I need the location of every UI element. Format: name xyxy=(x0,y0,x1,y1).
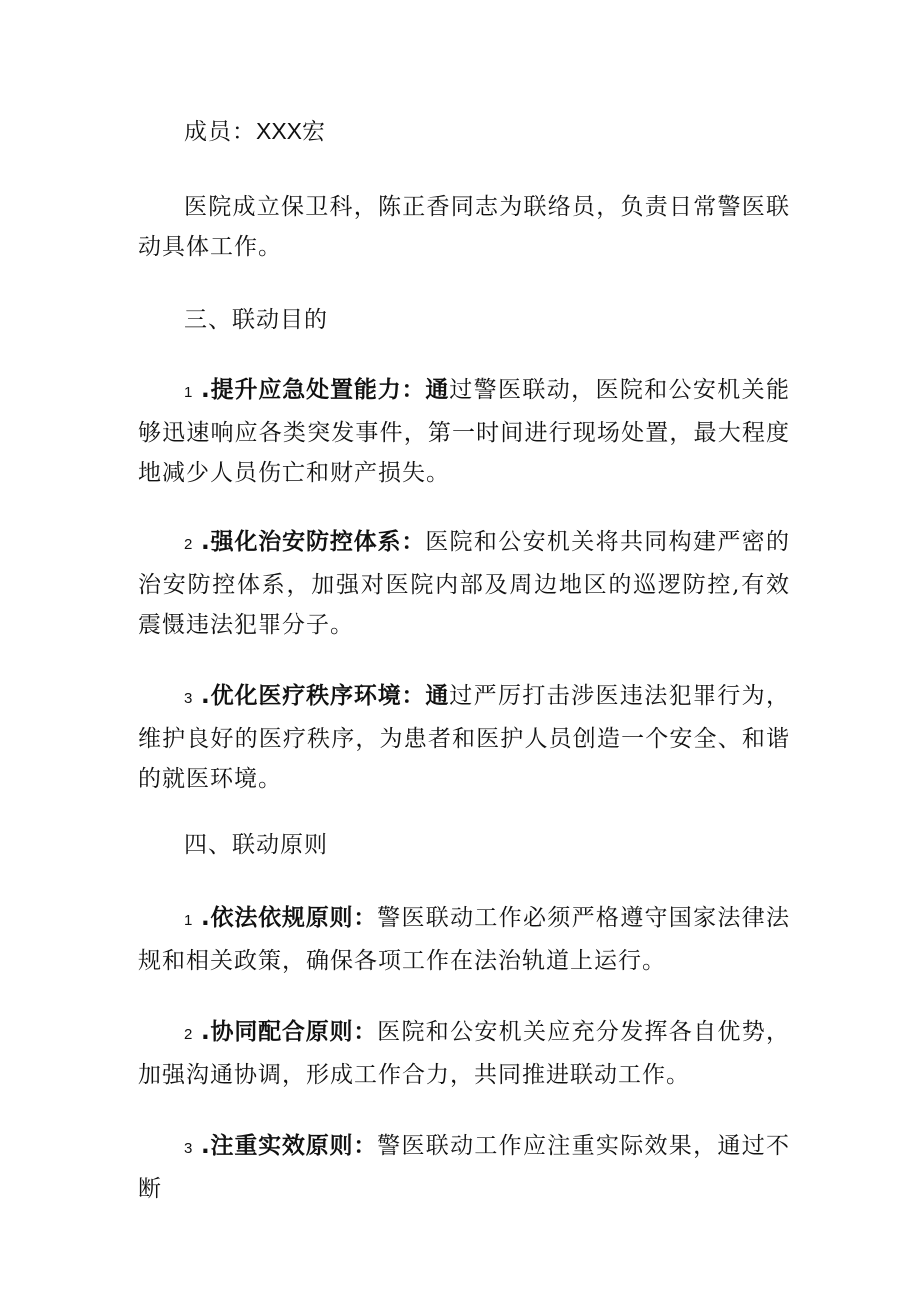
item-title: 强化治安防控体系： xyxy=(210,529,426,555)
item-title: 依法依规原则： xyxy=(210,905,378,931)
item-dot: . xyxy=(200,1133,211,1159)
section3-item-3 xyxy=(138,676,790,799)
member-prefix: 成员： xyxy=(184,119,256,145)
item-text: 医院和公安机关应充分发挥各自优势，加强沟通协调，形成工作合力，共同推进联动工作。 xyxy=(138,1019,791,1088)
section4-item-2 xyxy=(138,1012,790,1095)
security-office-paragraph: 医院成立保卫科，陈正香同志为联络员，负责日常警医联动具体工作。 xyxy=(138,194,790,260)
section3-item-1 xyxy=(138,370,790,493)
item-text: 过警医联动，医院和公安机关能够迅速响应各类突发事件，第一时间进行现场处置，最大程度地减少人员伤亡和财产损失。 xyxy=(138,377,791,486)
item-text: 医院和公安机关将共同构建严密的治安防控体系，加强对医院内部及周边地区的巡逻防控,有效震慑违法犯罪分子。 xyxy=(138,529,790,638)
item-title: 注重实效原则： xyxy=(210,1133,378,1159)
item-bold-lead: 通 xyxy=(425,377,450,403)
item-number: 3 xyxy=(184,690,193,707)
item-dot: . xyxy=(201,683,211,709)
item-number: 2 xyxy=(184,1026,193,1043)
member-name-cn: 宏 xyxy=(302,119,327,145)
item-bold-lead: 通 xyxy=(425,683,450,709)
item-number: 1 xyxy=(184,384,193,401)
item-dot: . xyxy=(201,377,211,403)
item-text: 警医联动工作必须严格遵守国家法律法规和相关政策，确保各项工作在法治轨道上运行。 xyxy=(138,905,791,974)
member-line xyxy=(138,111,790,152)
section3-heading: 三、联动目的 xyxy=(184,307,328,333)
member-name-latin: XXX xyxy=(256,118,303,144)
item-text: 警医联动工作应注重实际效果，通过不断 xyxy=(138,1133,791,1202)
item-number: 3 xyxy=(184,1140,193,1157)
item-number: 1 xyxy=(184,912,193,929)
section4-item-1 xyxy=(138,898,790,981)
item-dot: . xyxy=(201,529,211,555)
section4-heading: 四、联动原则 xyxy=(184,832,328,858)
item-dot: . xyxy=(200,1019,211,1045)
item-text: 过严厉打击涉医违法犯罪行为，维护良好的医疗秩序，为患者和医护人员创造一个安全、和谐的就医环境。 xyxy=(138,683,791,792)
section3-item-2 xyxy=(138,522,790,645)
item-title: 协同配合原则： xyxy=(210,1019,378,1045)
item-title: 优化医疗秩序环境： xyxy=(210,683,426,709)
item-title: 提升应急处置能力： xyxy=(210,377,426,403)
section4-item-3 xyxy=(138,1126,790,1209)
item-number: 2 xyxy=(184,536,193,553)
item-dot: . xyxy=(200,905,211,931)
